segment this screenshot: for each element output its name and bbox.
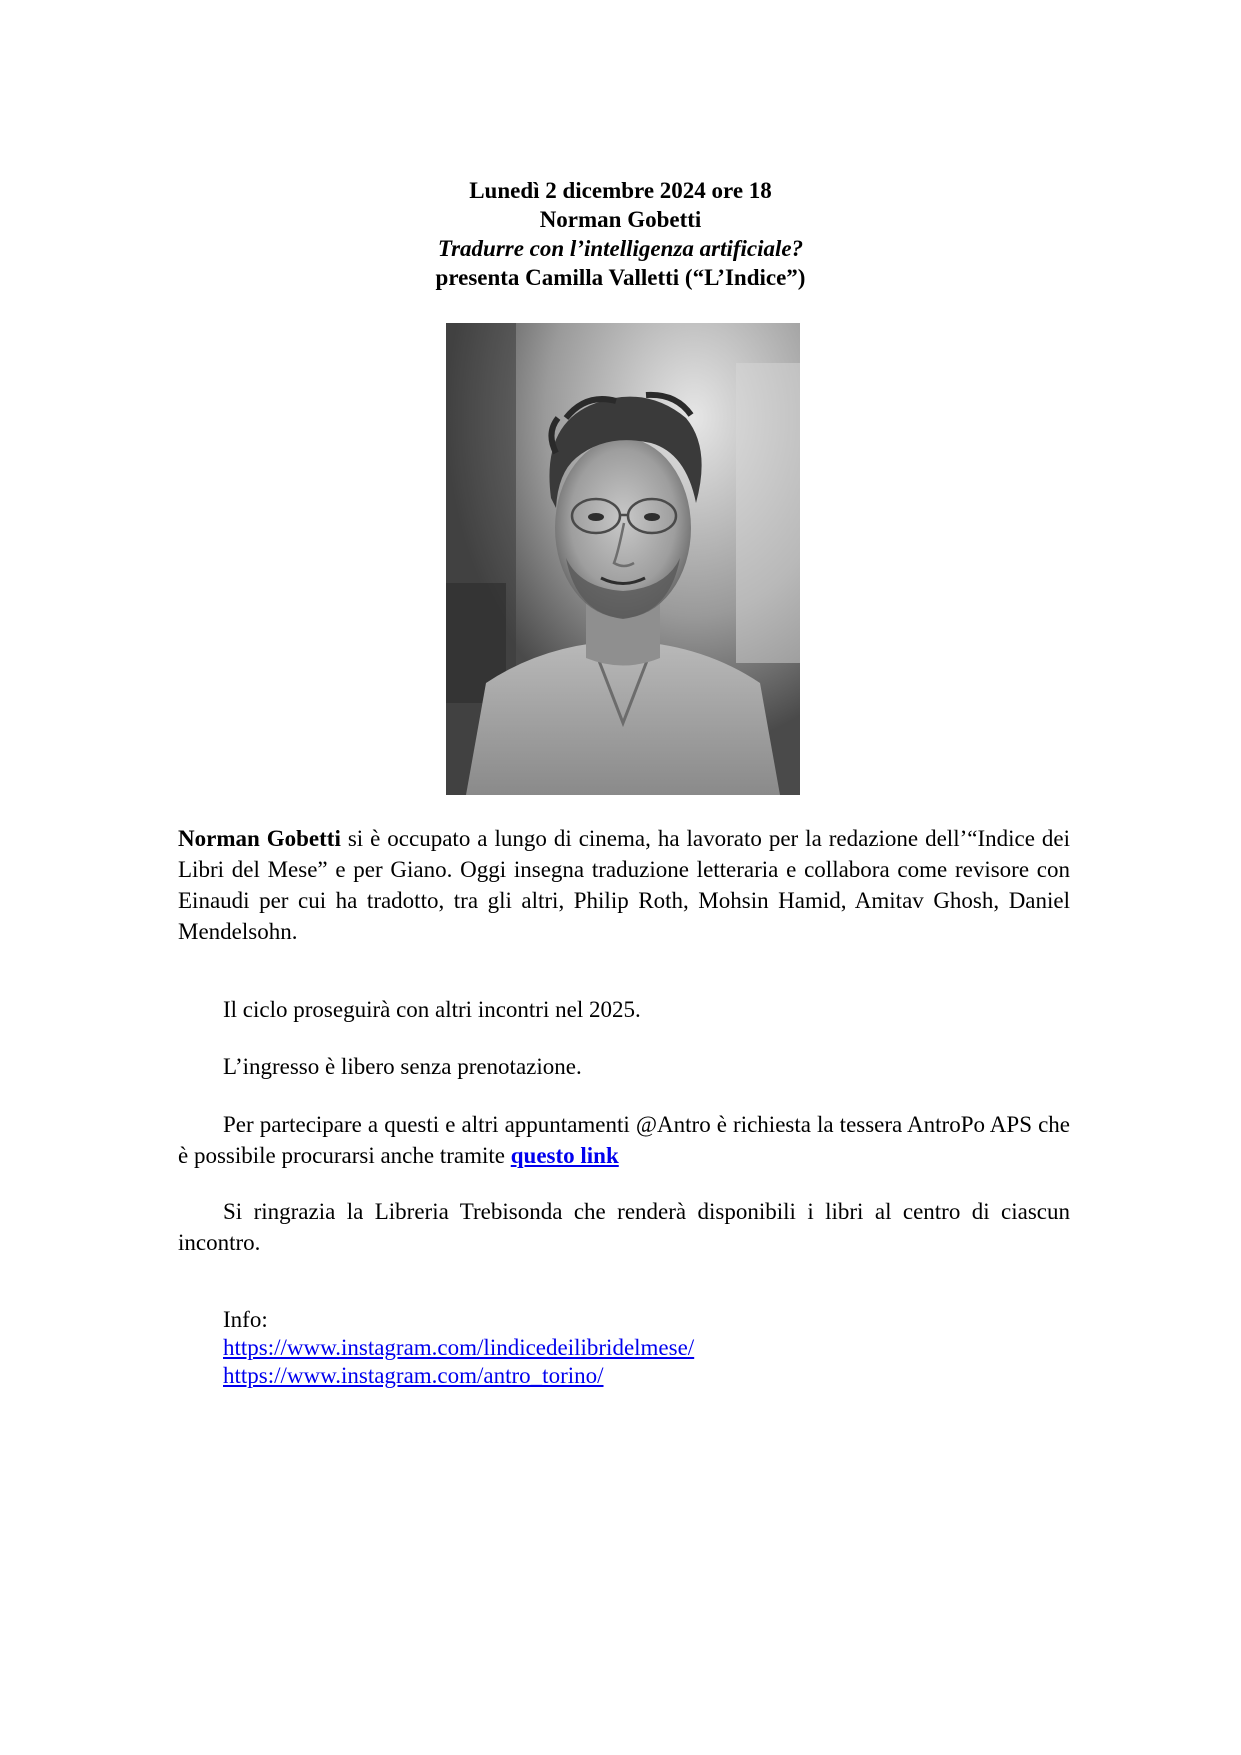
speaker-portrait-photo — [446, 323, 800, 795]
bio-text: si è occupato a lungo di cinema, ha lavorato per la redazione dell’“Indice dei Libri del Mese” e per Giano. Oggi insegna traduzione letteraria e collabora come revisore con Einaudi per cui ha tradotto, tra gli altri, Philip Roth, Mohsin Hamid, Amitav Ghosh, Daniel Mendelsohn. — [178, 826, 1070, 944]
event-date-time: Lunedì 2 dicembre 2024 ore 18 — [469, 178, 772, 203]
info-section — [223, 1306, 694, 1390]
membership-note — [178, 1109, 1070, 1171]
instagram-link-lindice[interactable]: https://www.instagram.com/lindicedeilibridelmese/ — [223, 1335, 695, 1360]
info-label: Info: — [223, 1307, 268, 1332]
event-title: Tradurre con l’intelligenza artificiale? — [437, 236, 804, 261]
event-header — [0, 176, 1241, 292]
membership-text: Per partecipare a questi e altri appuntamenti @Antro è richiesta la tessera AntroPo APS che è possibile procurarsi anche tramite — [178, 1112, 1070, 1168]
event-presenter: presenta Camilla Valletti (“L’Indice”) — [435, 265, 806, 290]
cycle-note: Il ciclo proseguirà con altri incontri nel 2025. — [223, 997, 641, 1022]
thanks-note: Si ringrazia la Libreria Trebisonda che renderà disponibili i libri al centro di ciascun incontro. — [178, 1199, 1070, 1255]
instagram-link-antro[interactable]: https://www.instagram.com/antro_torino/ — [223, 1363, 604, 1388]
bio-speaker-name: Norman Gobetti — [178, 826, 341, 851]
membership-link[interactable]: questo link — [510, 1143, 619, 1168]
event-speaker: Norman Gobetti — [539, 207, 702, 232]
speaker-bio — [178, 823, 1070, 947]
entry-note: L’ingresso è libero senza prenotazione. — [223, 1054, 582, 1079]
